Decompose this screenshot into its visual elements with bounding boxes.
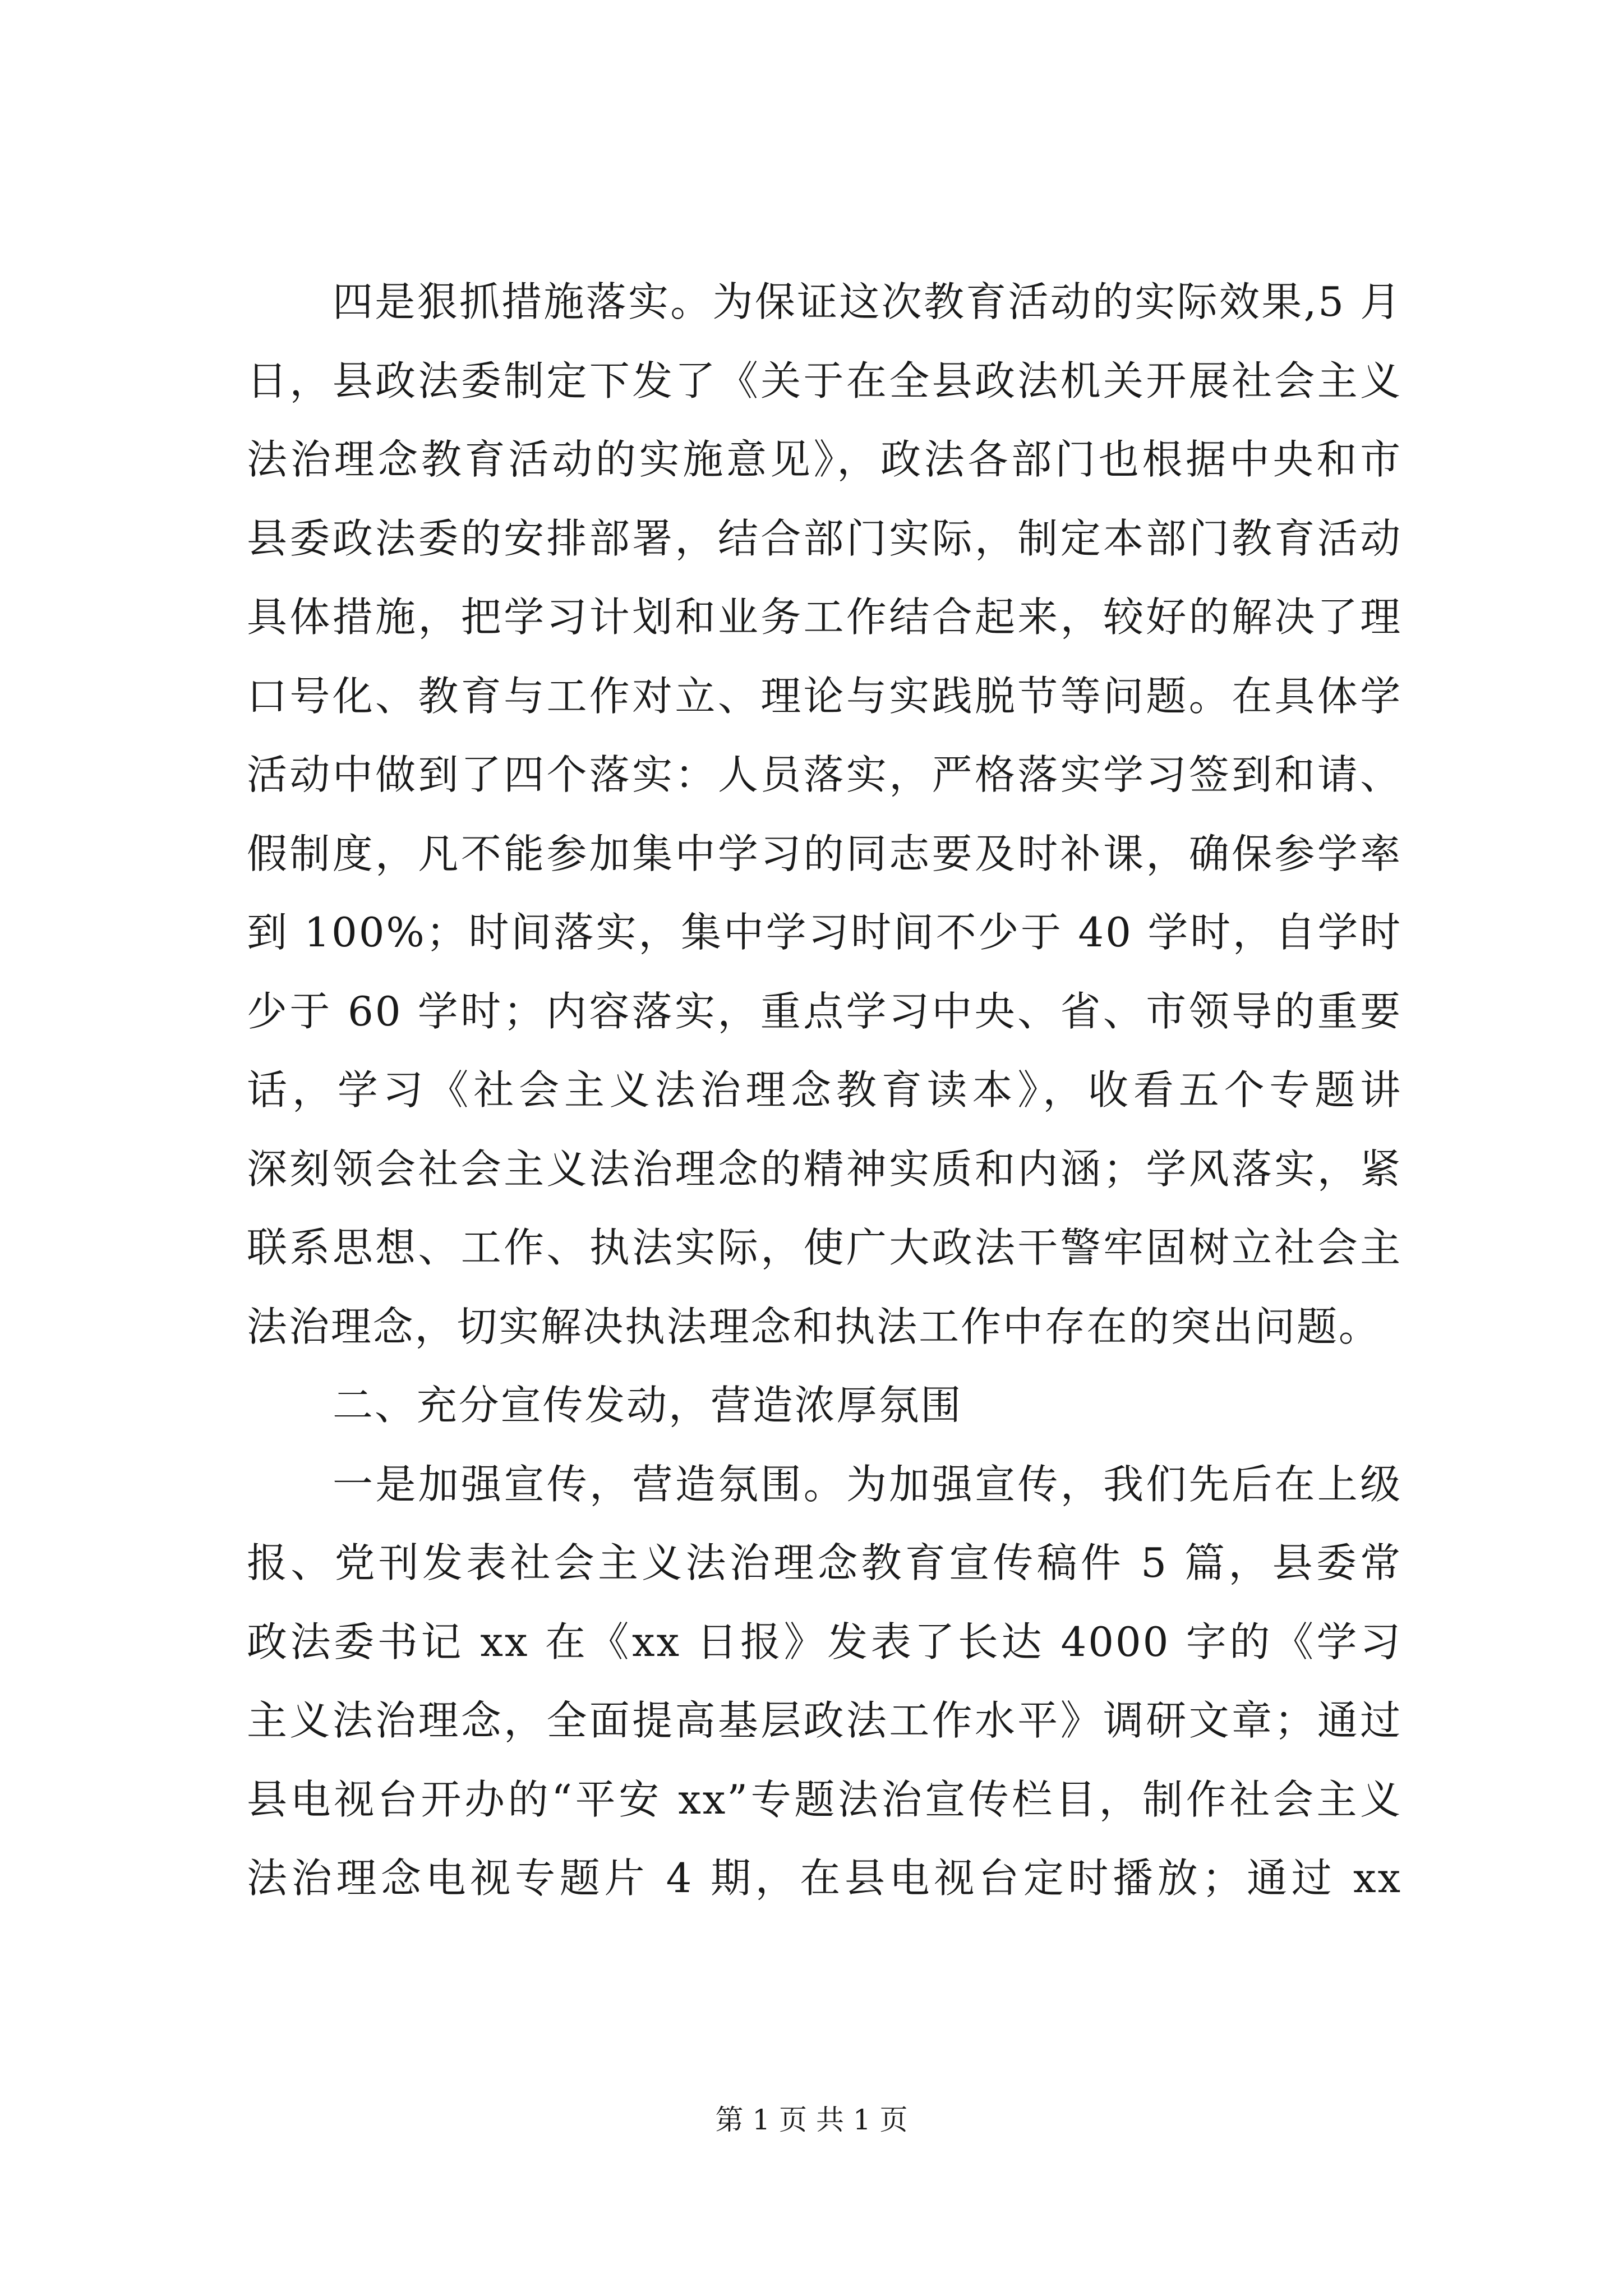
paragraph-line: 县电视台开办的“平安 xx”专题法治宣传栏目，制作社会主义 [247, 1775, 1402, 1823]
paragraph-line-last: 法治理念，切实解决执法理念和执法工作中存在的突出问题。 [247, 1303, 1381, 1350]
paragraph-line: 联系思想、工作、执法实际，使广大政法干警牢固树立社会主 [247, 1224, 1402, 1271]
paragraph-line: 少于 60 学时；内容落实，重点学习中央、省、市领导的重要 [247, 987, 1402, 1035]
paragraph-line: 主义法治理念，全面提高基层政法工作水平》调研文章；通过 [247, 1697, 1402, 1744]
paragraph-line: 报、党刊发表社会主义法治理念教育宣传稿件 5 篇，县委常 [247, 1539, 1402, 1586]
paragraph-line: 具体措施，把学习计划和业务工作结合起来，较好的解决了理 [247, 593, 1402, 641]
paragraph-line: 深刻领会社会主义法治理念的精神实质和内涵；学风落实，紧 [247, 1145, 1402, 1193]
paragraph-line: 县委政法委的安排部署，结合部门实际，制定本部门教育活动 [247, 514, 1402, 562]
paragraph-line: 假制度，凡不能参加集中学习的同志要及时补课，确保参学率 [247, 830, 1402, 877]
paragraph-line: 四是狠抓措施落实。为保证这次教育活动的实际效果,5 月 [333, 278, 1402, 325]
paragraph-line: 到 100%；时间落实，集中学习时间不少于 40 学时，自学时 [247, 909, 1402, 956]
paragraph-line: 话，学习《社会主义法治理念教育读本》，收看五个专题讲 [247, 1066, 1402, 1114]
paragraph-line: 一是加强宣传，营造氛围。为加强宣传，我们先后在上级 [333, 1460, 1402, 1508]
paragraph-line: 日，县政法委制定下发了《关于在全县政法机关开展社会主义 [247, 357, 1402, 404]
paragraph-line: 活动中做到了四个落实：人员落实，严格落实学习签到和请、 [247, 751, 1402, 798]
page-footer: 第 1 页 共 1 页 [715, 2104, 908, 2136]
paragraph-line: 口号化、教育与工作对立、理论与实践脱节等问题。在具体学 [247, 672, 1402, 720]
paragraph-line: 法治理念教育活动的实施意见》，政法各部门也根据中央和市 [247, 436, 1402, 483]
paragraph-line: 政法委书记 xx 在《xx 日报》发表了长达 4000 字的《学习 [247, 1618, 1402, 1665]
section-heading: 二、充分宣传发动，营造浓厚氛围 [333, 1382, 963, 1429]
document-body [247, 263, 1402, 1918]
paragraph-line: 法治理念电视专题片 4 期，在县电视台定时播放；通过 xx [247, 1855, 1402, 1902]
